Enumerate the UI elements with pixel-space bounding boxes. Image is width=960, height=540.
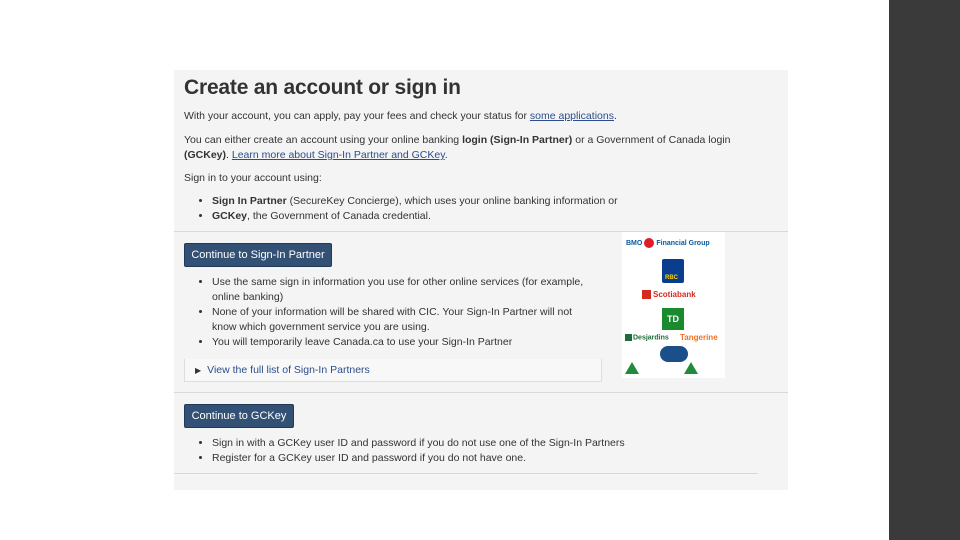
gckey-notes-list — [200, 436, 625, 466]
note-text: None of your information will be shared with CIC. Your Sign-In Partner will not — [212, 306, 573, 318]
intro-text: With your account, you can apply, pay your fees and check your status for — [184, 110, 530, 122]
list-item: • Sign in with a GCKey user ID and password if you do not use one of the Sign-In Partners — [212, 436, 625, 451]
choice-sign-in-partner: login (Sign-In Partner) — [462, 134, 573, 146]
bmo-group-text: Financial Group — [656, 239, 710, 247]
scotiabank-logo — [642, 290, 696, 299]
learn-more-link[interactable]: Learn more about Sign-In Partner and GCKey — [231, 149, 445, 161]
rbc-text: RBC — [665, 275, 678, 281]
page-title: Create an account or sign in — [184, 76, 461, 99]
option-desc: , the Government of Canada credential. — [247, 210, 431, 222]
divider — [174, 392, 788, 393]
note-text: You will temporarily leave Canada.ca to use your Sign-In Partner — [212, 336, 513, 348]
choice-text-4: . — [444, 149, 448, 161]
some-applications-link[interactable]: some applications — [529, 110, 614, 122]
desjardins-text: Desjardins — [633, 334, 669, 342]
bmo-roundel-icon — [644, 238, 654, 248]
choice-gckey: (GCKey) — [184, 149, 227, 161]
sign-in-partner-logos — [622, 232, 725, 378]
caisses-populaires-icon — [684, 362, 698, 374]
bmo-text: BMO — [626, 239, 643, 247]
list-item — [212, 209, 618, 224]
desjardins-hexagon-icon — [625, 334, 632, 341]
scotiabank-text: Scotiabank — [653, 290, 696, 299]
choice-text-1: You can either create an account using your online banking — [184, 134, 463, 146]
note-text: know which government service you are using. — [212, 321, 430, 333]
note-text: Use the same sign in information you use for other online services (for example, — [212, 276, 584, 288]
screenshot-panel — [174, 70, 788, 490]
partner-notes-list — [200, 275, 612, 350]
list-item: • Register for a GCKey user ID and password if you do not have one. — [212, 451, 625, 466]
caisse-populaire-acadienne-icon — [625, 362, 639, 374]
list-item — [212, 305, 612, 335]
partner-list-toggle-label: View the full list of Sign-In Partners — [207, 364, 370, 376]
list-item — [212, 194, 618, 209]
choice-paragraph — [184, 133, 731, 163]
divider — [174, 473, 758, 474]
intro-paragraph — [184, 109, 617, 124]
tangerine-logo: Tangerine — [680, 333, 718, 342]
signin-using-text: Sign in to your account using: — [184, 172, 322, 184]
continue-to-sign-in-partner-button[interactable]: Continue to Sign-In Partner — [184, 243, 332, 267]
note-text: online banking) — [212, 291, 284, 303]
bmo-logo — [626, 238, 710, 248]
scotiabank-s-icon — [642, 290, 651, 299]
right-dark-band — [889, 0, 960, 540]
rewards-logo — [660, 346, 688, 362]
partner-list-toggle[interactable] — [184, 359, 602, 382]
continue-to-gckey-button[interactable]: Continue to GCKey — [184, 404, 294, 428]
rbc-logo — [662, 259, 684, 283]
triangle-right-icon: ▶ — [195, 366, 202, 375]
td-logo: TD — [662, 308, 684, 330]
option-name: Sign In Partner — [212, 195, 287, 207]
list-item — [212, 275, 612, 305]
signin-options-list — [200, 194, 618, 224]
list-item — [212, 335, 612, 350]
choice-text-2: or a Government of Canada login — [572, 134, 731, 146]
option-desc: (SecureKey Concierge), which uses your online banking information or — [286, 195, 618, 207]
choice-text-3: . — [226, 149, 232, 161]
option-name: GCKey — [212, 210, 248, 222]
intro-period: . — [613, 110, 617, 122]
desjardins-logo — [625, 334, 669, 341]
